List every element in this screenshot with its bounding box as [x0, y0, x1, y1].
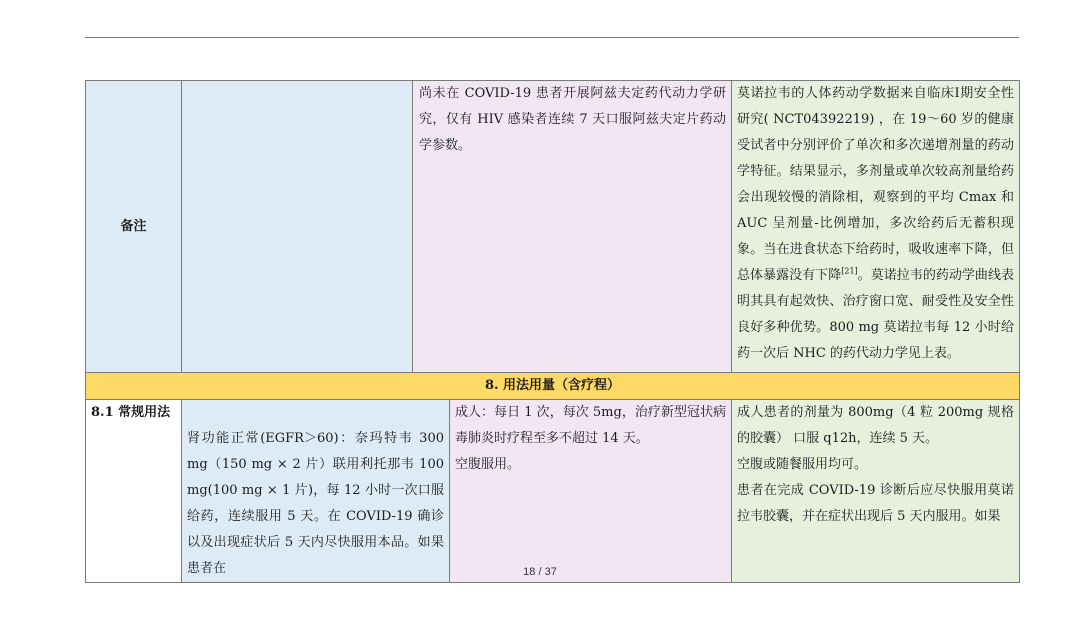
page-number: 18 / 37 [523, 566, 557, 578]
remarks-label: 备注 [86, 81, 182, 373]
usage-cell-a [182, 400, 450, 583]
remarks-cell-c [732, 81, 1020, 373]
remarks-text-b: 尚未在 COVID-19 患者开展阿兹夫定药代动力学研究，仅有 HIV 感染者连续 7 天口服阿兹夫定片药动学参数。 [419, 86, 726, 153]
remarks-text-c-2: 。莫诺拉韦的药动学曲线表明其具有起效快、治疗窗口宽、耐受性及安全性良好多种优势。800 mg 莫诺拉韦每 12 小时给药一次后 NHC 的药代动力学见上表。 [737, 268, 1014, 361]
usage-text-a: 肾功能正常(EGFR＞60)：奈玛特韦 300 mg（150 mg × 2 片）联用利托那韦 100 mg(100 mg × 1 片)，每 12 小时一次口服给药，连续服用 5 天。在 COVID-19 确诊以及出现症状后 5 天内尽快服用本品。如果患者在 [187, 431, 444, 576]
remarks-text-c-1: 莫诺拉韦的人体药动学数据来自临床I期安全性研究( NCT04392219) ，在 19～60 岁的健康受试者中分别评价了单次和多次递增剂量的药动学特征。结果显示，多剂量或单次较高剂量给药会出现较慢的消除相，观察到的平均 Cmax 和 AUC 呈剂量-比例增加，多次给药后无蓄积现象。当在进食状态下给药时，吸收速率下降，但总体暴露没有下降 [737, 86, 1014, 283]
remarks-text-c [732, 81, 1019, 367]
usage-text-c-1: 成人患者的剂量为 800mg（4 粒 200mg 规格的胶囊） 口服 q12h，连续 5 天。 [737, 405, 1014, 446]
citation-ref[interactable]: [21] [841, 266, 858, 276]
usage-text-b-2: 空腹服用。 [455, 457, 521, 472]
usage-cell-c [732, 400, 1020, 583]
usage-cell-b [450, 400, 732, 583]
header-rule [85, 37, 1019, 38]
comparison-table [85, 80, 1020, 583]
section-row [86, 373, 1020, 400]
remarks-row [86, 81, 1020, 373]
remarks-cell-a [182, 81, 413, 373]
usage-text-b-1: 成人：每日 1 次，每次 5mg，治疗新型冠状病毒肺炎时疗程至多不超过 14 天。 [455, 405, 726, 446]
remarks-cell-b [413, 81, 732, 373]
usage-text-c-3: 患者在完成 COVID-19 诊断后应尽快服用莫诺拉韦胶囊，并在症状出现后 5 天内服用。如果 [737, 483, 1014, 524]
usage-text-c-2: 空腹或随餐服用均可。 [737, 457, 868, 472]
section-title: 8. 用法用量（含疗程） [86, 373, 1020, 400]
usage-row [86, 400, 1020, 583]
usage-label: 8.1 常规用法 [86, 400, 182, 583]
